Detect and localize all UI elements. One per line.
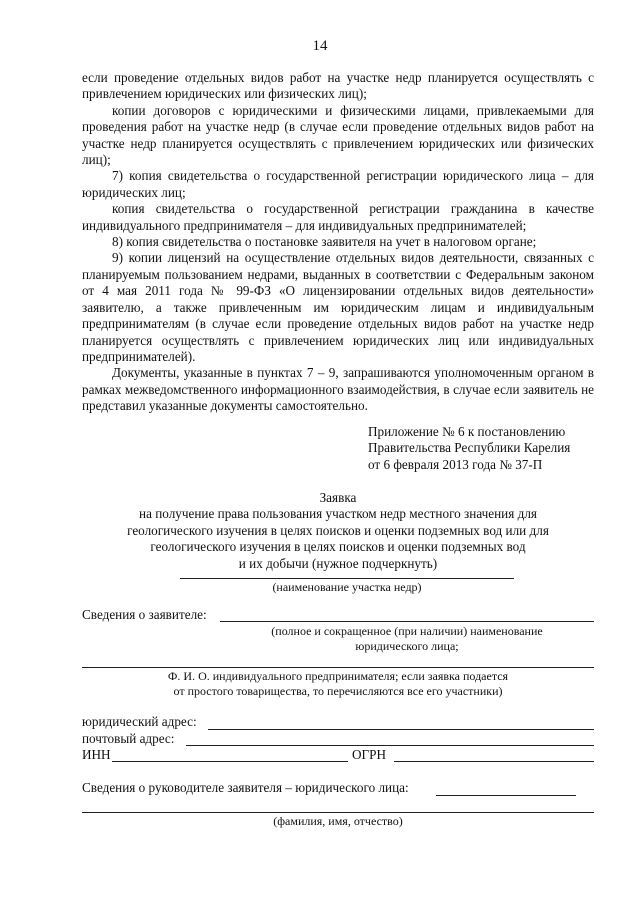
inn-field[interactable] [112, 761, 348, 762]
site-name-field[interactable] [180, 578, 514, 579]
paragraph: 9) копии лицензий на осуществление отдельных видов деятельности, связанных с планируемым пользованием недрами, выданных в соответствии с Федеральным законом от 4 мая 2011 года № 99-ФЗ «О лицензировании отдельных видов деятельности» заявителю, а также привлеченным им юридическим лицам и индивидуальным предпринимателям (в случае если проведение отдельных видов работ на участке недр планируется осуществлять с привлечением юридических лиц или индивидуальных предпринимателей). [82, 250, 594, 364]
form-subtitle-line: геологического изучения в целях поисков и оценки подземных вод [150, 539, 526, 555]
ip-name-field[interactable] [82, 667, 594, 668]
appendix-line: Правительства Республики Карелия [368, 440, 571, 456]
paragraph: Документы, указанные в пунктах 7 – 9, запрашиваются уполномоченным органом в рамках межведомственного информационного взаимодействия, в случае если заявитель не представил указанные документы самостоятельно. [82, 365, 594, 414]
legal-address-label: юридический адрес: [82, 714, 197, 729]
paragraph: 7) копия свидетельства о государственной регистрации юридического лица – для юридических лиц; [82, 168, 594, 200]
form-heading [82, 490, 594, 572]
head-info-field[interactable] [436, 795, 576, 796]
applicant-name-field[interactable] [220, 621, 594, 622]
appendix-note [368, 424, 570, 473]
applicant-caption: юридического лица; [355, 639, 459, 653]
ip-caption: от простого товарищества, то перечисляются все его участники) [173, 684, 503, 698]
document-body [82, 70, 594, 415]
applicant-caption: (полное и сокращенное (при наличии) наименование [271, 624, 543, 638]
page-number: 14 [312, 38, 328, 54]
postal-address-field[interactable] [186, 745, 594, 746]
form-subtitle-line: и их добычи (нужное подчеркнуть) [238, 555, 438, 571]
inn-label: ИНН [82, 747, 111, 762]
ogrn-field[interactable] [394, 761, 594, 762]
appendix-line: Приложение № 6 к постановлению [368, 424, 566, 439]
form-subtitle-line: на получение права пользования участком недр местного значения для [139, 506, 537, 522]
paragraph: копии договоров с юридическими и физическими лицами, привлекаемыми для проведения работ на участке недр (в случае если проведение отдельных видов работ на участке недр планируется осуществлять с привлечением юридических или физических лиц); [82, 102, 594, 168]
head-label: Сведения о руководителе заявителя – юридического лица: [82, 780, 409, 795]
form-title: Заявка [319, 490, 357, 505]
form-subtitle-line: геологического изучения в целях поисков и оценки подземных вод или для [127, 522, 549, 538]
ogrn-label: ОГРН [352, 747, 387, 762]
site-caption: (наименование участка недр) [272, 580, 422, 594]
paragraph: копия свидетельства о государственной регистрации гражданина в качестве индивидуального предпринимателя – для индивидуальных предпринимателей; [82, 201, 594, 233]
fio-caption: (фамилия, имя, отчество) [273, 814, 403, 828]
head-name-field[interactable] [82, 812, 594, 813]
applicant-label: Сведения о заявителе: [82, 607, 207, 622]
legal-address-field[interactable] [208, 729, 594, 730]
appendix-line: от 6 февраля 2013 года № 37-П [368, 456, 543, 472]
paragraph: если проведение отдельных видов работ на участке недр планируется осуществлять с привлечением юридических или физических лиц); [82, 70, 594, 102]
postal-address-label: почтовый адрес: [82, 731, 175, 746]
ip-caption: Ф. И. О. индивидуального предпринимателя; если заявка подается [167, 669, 509, 683]
paragraph: 8) копия свидетельства о постановке заявителя на учет в налоговом органе; [112, 234, 537, 250]
